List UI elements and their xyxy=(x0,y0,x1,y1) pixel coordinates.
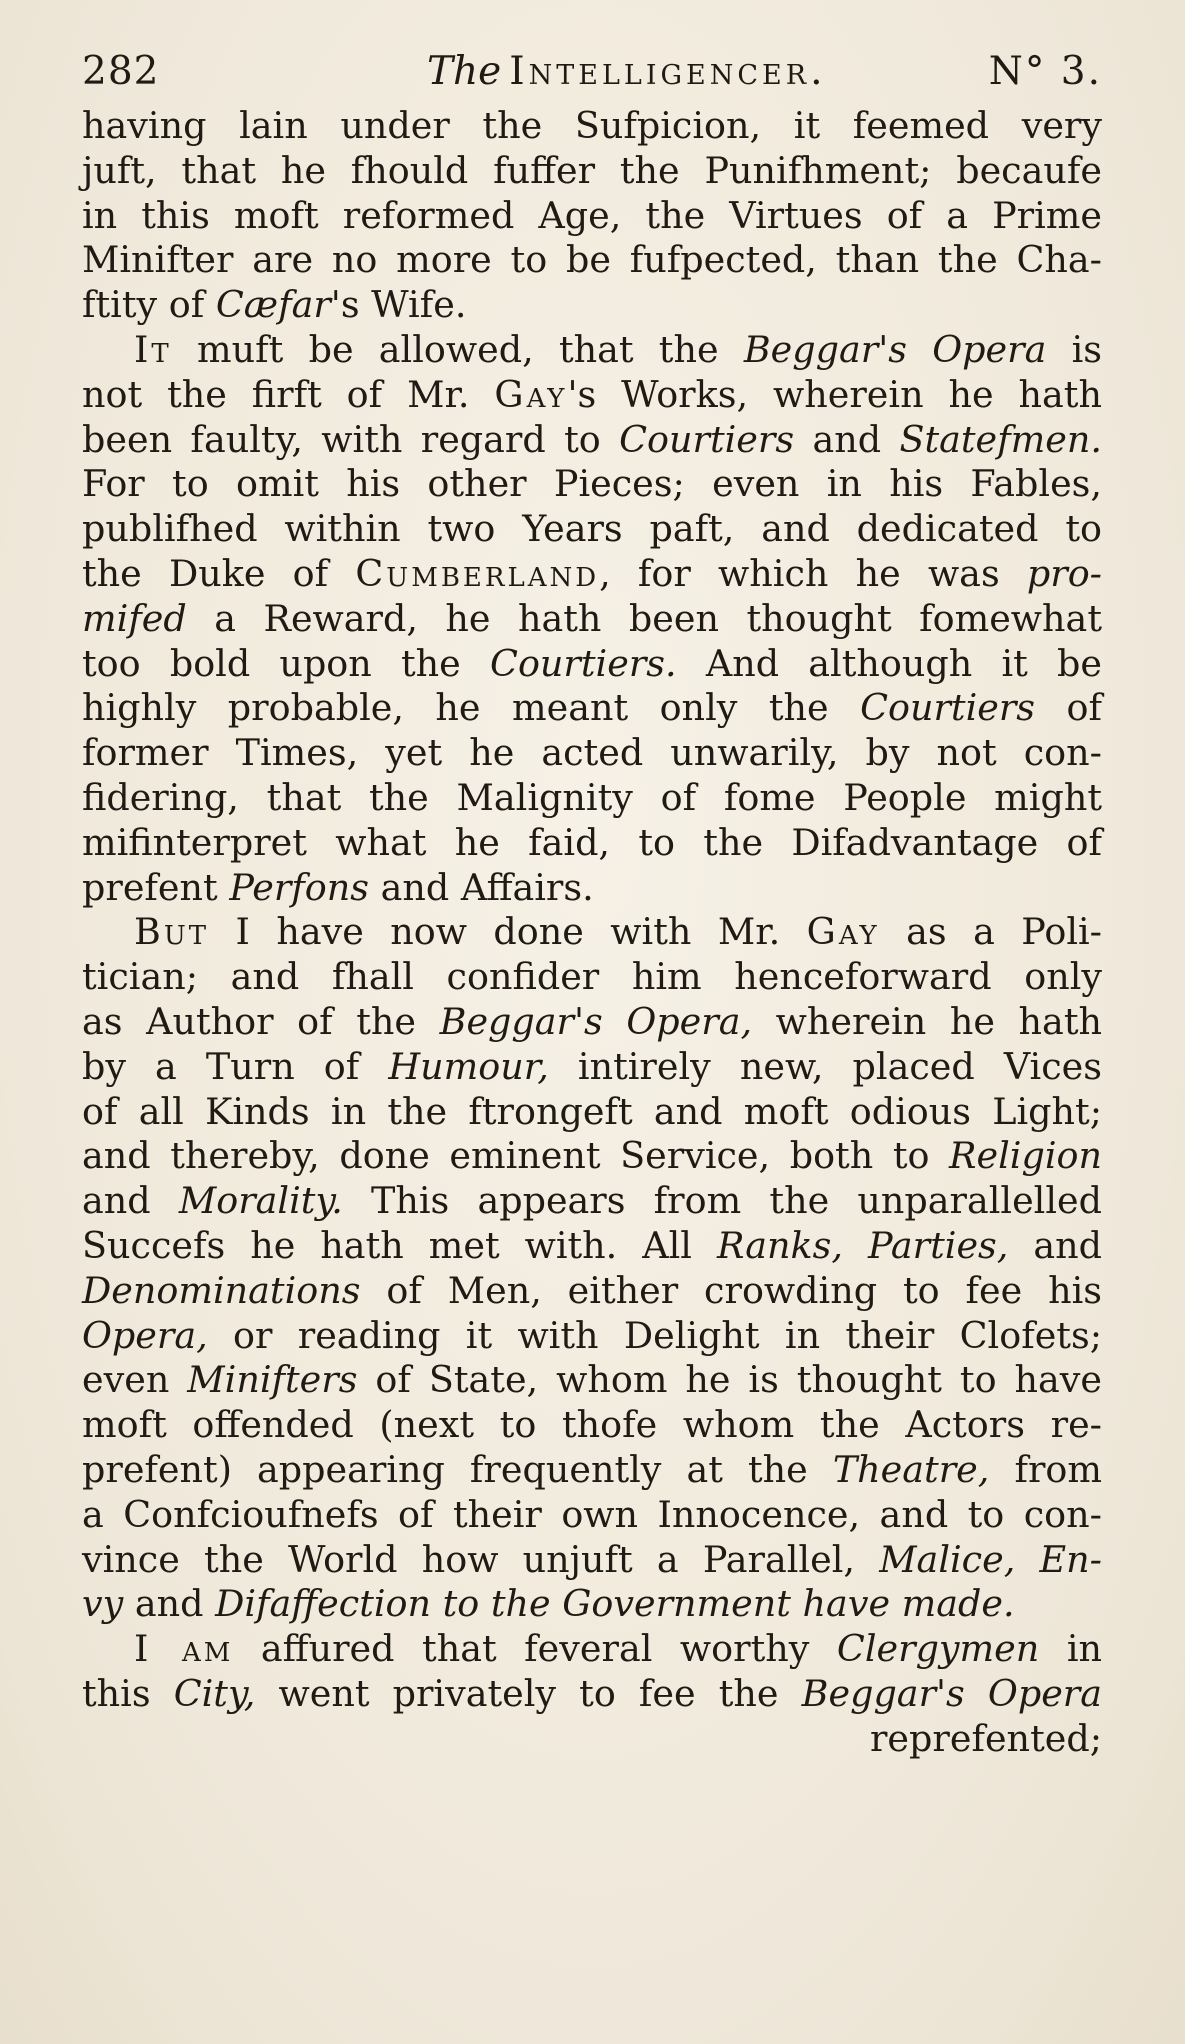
text-run: highly probable, he meant only the xyxy=(82,686,861,730)
text-run: wherein he hath xyxy=(752,999,1102,1043)
text-run: and Affairs. xyxy=(369,865,594,909)
text-line xyxy=(82,1000,1102,1045)
running-title xyxy=(427,42,827,102)
text-line xyxy=(82,1493,1102,1538)
text-run: too bold upon the xyxy=(82,641,491,685)
running-title-the: The xyxy=(427,49,502,94)
text-line xyxy=(82,507,1102,552)
text-run: been faulty, with regard to xyxy=(82,417,620,461)
italic-run: Courtiers. xyxy=(490,641,677,685)
text-run: tician; and fhall confider him henceforward only xyxy=(82,955,1102,999)
small-caps-run: Gay xyxy=(806,910,880,954)
text-run: and xyxy=(82,1179,179,1223)
text-line xyxy=(82,1672,1102,1717)
italic-run: Courtiers xyxy=(860,686,1036,730)
small-caps-run: But xyxy=(134,910,210,954)
italic-run: Denominations xyxy=(82,1268,361,1312)
text-line xyxy=(82,194,1102,239)
text-line xyxy=(82,821,1102,866)
text-line xyxy=(82,1582,1102,1627)
running-header xyxy=(82,42,1102,102)
text-line xyxy=(82,328,1102,373)
catchword xyxy=(82,1717,1102,1762)
text-line xyxy=(82,104,1102,149)
text-line xyxy=(82,418,1102,463)
italic-run: Beggar's Opera xyxy=(801,1671,1102,1715)
italic-run: vy xyxy=(82,1582,124,1626)
italic-run: City, xyxy=(173,1671,256,1715)
text-line xyxy=(82,731,1102,776)
text-line xyxy=(82,238,1102,283)
text-run: 's Wife. xyxy=(330,283,467,327)
text-run: juft, that he fhould fuffer the Punifhment; becaufe xyxy=(82,148,1102,192)
italic-run: Beggar's Opera xyxy=(743,327,1047,371)
text-line xyxy=(82,1090,1102,1135)
text-line xyxy=(82,1448,1102,1493)
italic-run: Humour, xyxy=(388,1044,549,1088)
italic-run: mifed xyxy=(82,596,187,640)
text-run: not the firft of Mr. xyxy=(82,372,495,416)
text-run: Succefs he hath met with. All xyxy=(82,1223,717,1267)
text-line xyxy=(82,597,1102,642)
text-run: in xyxy=(1039,1627,1102,1671)
text-line xyxy=(82,1358,1102,1403)
text-line xyxy=(82,1314,1102,1359)
italic-run: Malice, En- xyxy=(879,1537,1103,1581)
text-line xyxy=(82,1134,1102,1179)
italic-run: Difaffection to the Government have made. xyxy=(215,1582,1015,1626)
page-number: 282 xyxy=(82,49,160,94)
italic-run: Ranks, Parties, xyxy=(716,1223,1009,1267)
text-run: fidering, that the Malignity of fome People might xyxy=(82,775,1102,819)
italic-run: Minifters xyxy=(187,1358,358,1402)
text-line xyxy=(82,686,1102,731)
text-run: affured that feveral worthy xyxy=(233,1627,837,1671)
small-caps-run: It xyxy=(134,327,172,371)
text-run: vince the World how unjuft a Parallel, xyxy=(82,1537,880,1581)
text-run: mifinterpret what he faid, to the Difadvantage of xyxy=(82,820,1102,864)
text-run: and xyxy=(123,1582,216,1626)
italic-run: Statefmen. xyxy=(899,417,1102,461)
text-run: intirely new, placed Vices xyxy=(548,1044,1102,1088)
text-run: 's Works, wherein he hath xyxy=(567,372,1102,416)
text-line xyxy=(82,955,1102,1000)
text-run: And although it be xyxy=(676,641,1102,685)
text-run: I have now done with Mr. xyxy=(209,910,807,954)
italic-run: Cæfar xyxy=(215,283,331,327)
text-run: prefent xyxy=(82,865,230,909)
text-line xyxy=(82,373,1102,418)
italic-run: Beggar's Opera, xyxy=(439,999,753,1043)
text-run: having lain under the Sufpicion, it feemed very xyxy=(82,104,1102,147)
text-run: and xyxy=(794,417,900,461)
text-line xyxy=(82,776,1102,821)
text-run: or reading it with Delight in their Clofets; xyxy=(207,1313,1102,1357)
text-line xyxy=(82,866,1102,911)
italic-run: Theatre, xyxy=(832,1447,990,1491)
body-text xyxy=(82,104,1102,1761)
text-run: , for which he was xyxy=(599,551,1027,595)
text-run: of all Kinds in the ftrongeft and moft odious Light; xyxy=(82,1089,1102,1133)
text-run: is xyxy=(1046,327,1102,371)
text-run: as Author of the xyxy=(82,999,440,1043)
italic-run: Religion xyxy=(949,1134,1102,1178)
text-line xyxy=(82,910,1102,955)
text-run: a Confcioufnefs of their own Innocence, and to con- xyxy=(82,1492,1102,1536)
italic-run: Courtiers xyxy=(619,417,795,461)
text-run: muft be allowed, that the xyxy=(171,327,744,371)
text-run: former Times, yet he acted unwarily, by not con- xyxy=(82,731,1102,775)
issue-number: N° 3. xyxy=(988,49,1102,94)
text-run: moft offended (next to thofe whom the Actors re- xyxy=(82,1403,1102,1447)
text-run: went privately to fee the xyxy=(255,1671,802,1715)
text-run: this xyxy=(82,1671,174,1715)
text-run: from xyxy=(989,1447,1102,1491)
text-run: ftity of xyxy=(82,283,216,327)
text-line xyxy=(82,1538,1102,1583)
text-run: the Duke of xyxy=(82,551,356,595)
text-line xyxy=(82,1403,1102,1448)
text-run: and xyxy=(1008,1223,1103,1267)
text-run: reprefented; xyxy=(869,1716,1102,1760)
small-caps-run: Cumberland xyxy=(355,551,600,595)
text-line xyxy=(82,462,1102,507)
italic-run: pro- xyxy=(1026,551,1103,595)
text-run: of State, whom he is thought to have xyxy=(357,1358,1102,1402)
running-title-main: Intelligencer. xyxy=(509,49,827,94)
text-line xyxy=(82,1179,1102,1224)
small-caps-run: Gay xyxy=(494,372,568,416)
text-run: a Reward, he hath been thought fomewhat xyxy=(186,596,1102,640)
text-run: For to omit his other Pieces; even in his Fables, xyxy=(82,462,1102,506)
text-line xyxy=(82,283,1102,328)
text-line xyxy=(82,552,1102,597)
text-line xyxy=(82,1045,1102,1090)
text-run: even xyxy=(82,1358,188,1402)
text-run: in this moft reformed Age, the Virtues of a Prime xyxy=(82,193,1102,237)
text-run: prefent) appearing frequently at the xyxy=(82,1447,833,1491)
text-run: Minifter are no more to be fufpected, than the Cha- xyxy=(82,238,1102,282)
text-run: by a Turn of xyxy=(82,1044,389,1088)
italic-run: Morality. xyxy=(178,1179,343,1223)
italic-run: Perfons xyxy=(229,865,370,909)
text-run: and thereby, done eminent Service, both to xyxy=(82,1134,950,1178)
text-run: as a Poli- xyxy=(879,910,1102,954)
text-run: of xyxy=(1035,686,1102,730)
text-line xyxy=(82,1269,1102,1314)
text-line xyxy=(82,1224,1102,1269)
text-run: publifhed within two Years paft, and dedicated to xyxy=(82,507,1102,551)
italic-run: Opera, xyxy=(82,1313,208,1357)
text-line xyxy=(82,642,1102,687)
text-line xyxy=(82,149,1102,194)
italic-run: Clergymen xyxy=(836,1627,1040,1671)
small-caps-run: I am xyxy=(134,1627,234,1671)
text-run: of Men, either crowding to fee his xyxy=(360,1268,1102,1312)
text-line xyxy=(82,1627,1102,1672)
text-run: This appears from the unparallelled xyxy=(342,1179,1102,1223)
